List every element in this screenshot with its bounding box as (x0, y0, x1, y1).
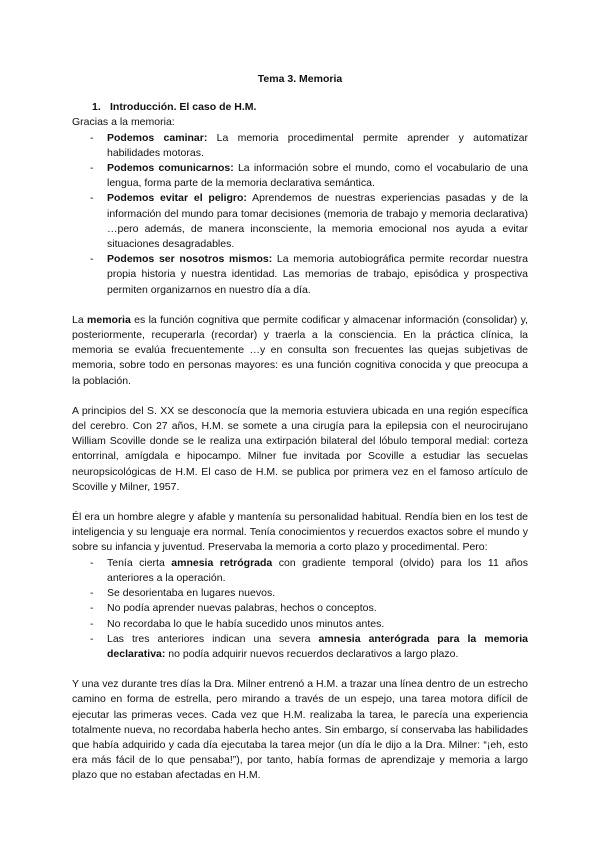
list-item-text: no podía adquirir nuevos recuerdos declarativos a largo plazo. (165, 647, 459, 660)
intro-text: Gracias a la memoria: (72, 116, 175, 129)
definition-term: memoria (87, 313, 131, 326)
list-item-text: La memoria procedimental permite aprender y automatizar habilidades motoras. (107, 131, 528, 159)
list-item-term: Podemos evitar el peligro: (107, 192, 247, 205)
list-item-text: con gradiente temporal (olvido) para los 11 años anteriores a la operación. (107, 556, 529, 584)
definition-paragraph (72, 313, 528, 389)
list-item (107, 617, 528, 632)
list-item-text: Las tres anteriores indican una severa (107, 632, 319, 645)
document-title: Tema 3. Memoria (257, 73, 343, 85)
definition-pre: La (72, 313, 88, 326)
definition-post: es la función cognitiva que permite codificar y almacenar información (consolidar) y, posteriormente, recuperarla (recordar) y traerla a la consciencia. En la práctica clínica, la memoria se evalúa frecuentemente …y en consulta son frecuentes las quejas subjetivas de memoria, sobre todo en personas mayores: es una función cognitiva conocida y que preocupa a la población. (72, 313, 528, 387)
list-item (107, 601, 528, 616)
list-item-term: amnesia anterógrada para la memoria declarativa: (107, 632, 529, 660)
section-heading-text: Introducción. El caso de H.M. (110, 101, 257, 114)
list-item (107, 252, 528, 298)
list-item-term: Podemos caminar: (107, 131, 208, 144)
list-item-text: La información sobre el mundo, como el vocabulario de una lengua, forma parte de la memoria declarativa semántica. (107, 162, 528, 190)
list-item-text: Aprendemos de nuestras experiencias pasadas y de la información del mundo para tomar decisiones (memoria de trabajo y memoria declarativa) …pero además, de manera inconsciente, la memoria emocional nos ayuda a evitar situaciones desagradables. (107, 192, 528, 251)
section-heading (92, 100, 528, 115)
list-item (107, 191, 528, 252)
milner-task-paragraph: Y una vez durante tres días la Dra. Milner entrenó a H.M. a trazar una línea dentro de un estrecho camino en forma de estrella, pero mirando a través de un espejo, una tarea motora difícil de ejecutar las primeras veces. Cada vez que H.M. realizaba la tarea, le parecía una experiencia totalmente nueva, no recordaba haberla hecho antes. Sin embargo, sí conservaba las habilidades que había adquirido y cada día ejecutaba la tarea mejor (un día le dijo a la Dra. Milner: “¡eh, esto era más fácil de lo que pensaba!”), por tanto, había formas de aprendizaje y memoria a largo plazo que no estaban afectadas en H.M. (72, 678, 528, 782)
list-item-text: Tenía cierta (107, 556, 172, 569)
history-paragraph: A principios del S. XX se desconocía que la memoria estuviera ubicada en una región específica del cerebro. Con 27 años, H.M. se somete a una cirugía para la epilepsia con el neurocirujano William Scoville donde se le realiza una extirpación bilateral del lóbulo temporal medial: corteza entorrinal, amígdala e hipocampo. Milner fue invitada por Scoville a estudiar las secuelas neuropsicológicas de H.M. El caso de H.M. se publica por primera vez en el famoso artículo de Scoville y Milner, 1957. (72, 404, 528, 493)
list-item (107, 586, 528, 601)
list-item (107, 556, 528, 586)
list-item-text: No podía aprender nuevas palabras, hechos o conceptos. (107, 602, 377, 615)
deficits-list (72, 556, 528, 662)
list-item (107, 632, 528, 662)
profile-paragraph: Él era un hombre alegre y afable y mantenía su personalidad habitual. Rendía bien en los test de inteligencia y su lenguaje era normal. Tenía conocimientos y recuerdos exactos sobre el mundo y sobre su infancia y juventud. Preservaba la memoria a corto plazo y procedimental. Pero: (72, 511, 528, 554)
list-item-text: La memoria autobiográfica permite recordar nuestra propia historia y nuestra identidad. Las memorias de trabajo, episódica y prospectiva permiten organizarnos en nuestro día a día. (107, 253, 529, 296)
section-number: 1. (92, 101, 101, 114)
benefits-list (72, 131, 528, 298)
list-item-text: No recordaba lo que le había sucedido unos minutos antes. (107, 617, 385, 630)
list-item-term: Podemos comunicarnos: (107, 162, 234, 175)
list-item-term: Podemos ser nosotros mismos: (107, 253, 273, 266)
list-item-term: amnesia retrógrada (171, 556, 273, 569)
list-item-text: Se desorientaba en lugares nuevos. (107, 587, 276, 600)
list-item (107, 161, 528, 191)
list-item (107, 131, 528, 161)
